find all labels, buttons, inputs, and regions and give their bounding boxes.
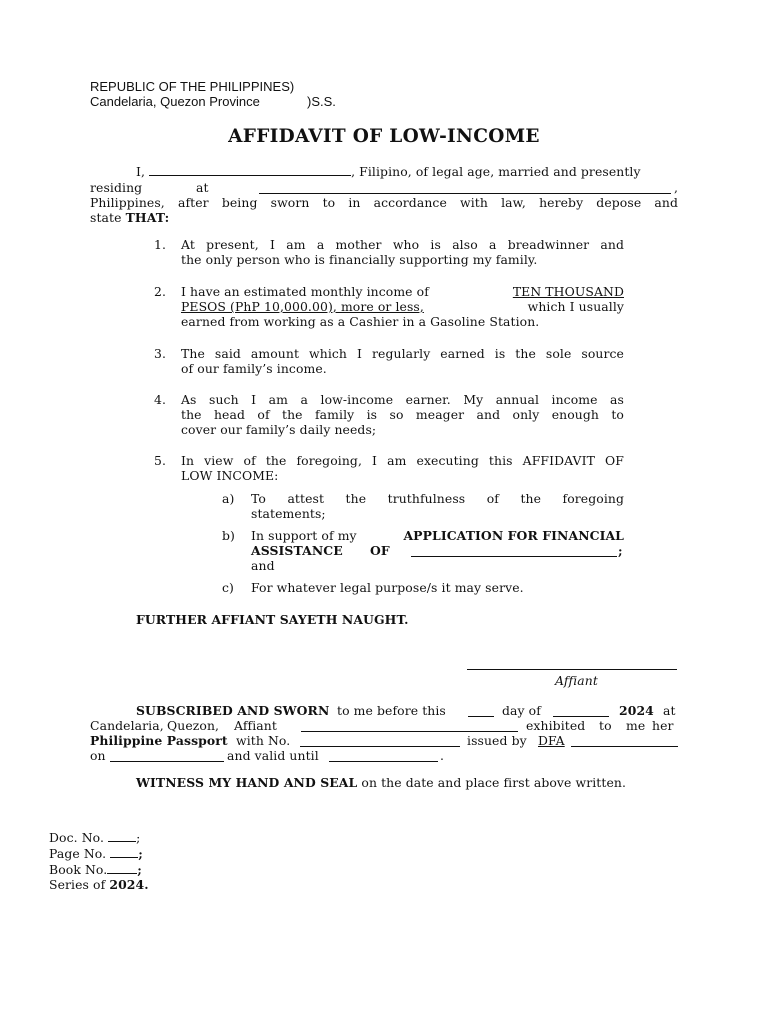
month-blank[interactable] — [553, 705, 609, 717]
affiant-name-blank[interactable] — [149, 164, 351, 176]
affiant-label: Affiant — [555, 673, 598, 688]
header-republic: REPUBLIC OF THE PHILIPPINES) — [90, 79, 295, 94]
affiant-signature-line[interactable] — [467, 669, 677, 670]
header-venue: Candelaria, Quezon Province — [90, 94, 260, 109]
affidavit-page: REPUBLIC OF THE PHILIPPINES) Candelaria, Quezon Province )S.S. AFFIDAVIT OF LOW-INCOME I, , Filipino, of legal age, married and presently residing at , Philippines, after being sworn to in accordance with law, hereby depose and state THAT: 1. At present, I am a mother who is also a breadwinner and the only person who is financially supporting my family. 2. I have an estimated monthly income of TEN THOUSAND PESOS (PhP 10,000.00), more or less, which I usually earned from working as a Cashier in a Gasoline Station. 3. The said amount which I regularly earned is the sole source of our family’s income. 4. As such I am a low-income earner. My annual income as the head of the family is so meager and only enough to cover our family’s daily needs; 5. In view of the foregoing, I am executing this AFFIDAVIT OF LOW INCOME: a) To attest the truthfulness of the foregoing statements; b) In support of my APPLICATION FOR FINANCIAL ASSISTANCE OF ; and c) For whatever legal purpose/s it may serve. FURTHER AFFIANT SAYETH NAUGHT. Affiant SUBSCRIBED AND SWORN to me before this day of 2024 at Candelaria, Quezon, Affiant exhibited to me her Philippine Passport with No. issued by DFA on and valid until . WITNESS MY HAND AND SEAL on the date and place first above written. Doc. No. ; Page No. ; Book No. ; Series of 2024. — [0, 0, 768, 1024]
intro-line-4: state THAT: — [90, 210, 170, 225]
further-affiant-statement: FURTHER AFFIANT SAYETH NAUGHT. — [136, 612, 409, 627]
jurat-line-4: on and valid until . — [90, 748, 445, 763]
jurat-line-3: Philippine Passport with No. issued by DFA — [90, 733, 678, 748]
header-ss: )S.S. — [307, 94, 336, 109]
intro-line-1: I, , Filipino, of legal age, married and presently — [136, 164, 641, 179]
book-number: Book No. ; — [49, 862, 142, 877]
residence-address-blank[interactable] — [259, 182, 671, 194]
jurat-line-2: Candelaria, Quezon, Affiant exhibited to me her — [90, 718, 674, 733]
assistance-type-blank[interactable] — [411, 545, 617, 557]
passport-number-blank[interactable] — [300, 735, 460, 747]
validity-date-blank[interactable] — [329, 750, 438, 762]
day-blank[interactable] — [468, 705, 494, 717]
page-number-blank[interactable] — [110, 846, 138, 858]
intro-line-2: residing at , — [90, 180, 679, 195]
intro-line-3: Philippines, after being sworn to in accordance with law, hereby depose and — [90, 195, 678, 210]
page-number: Page No. ; — [49, 846, 143, 861]
book-number-blank[interactable] — [107, 862, 137, 874]
document-title: AFFIDAVIT OF LOW-INCOME — [228, 126, 540, 147]
doc-number-blank[interactable] — [108, 830, 136, 842]
series-year: Series of 2024. — [49, 877, 149, 892]
issue-date-blank[interactable] — [110, 750, 224, 762]
doc-number: Doc. No. ; — [49, 830, 141, 845]
jurat-line-1: SUBSCRIBED AND SWORN to me before this day of 2024 at — [136, 703, 676, 718]
issuing-place-blank[interactable] — [571, 735, 678, 747]
affiant-name-jurat-blank[interactable] — [301, 720, 518, 732]
witness-statement: WITNESS MY HAND AND SEAL on the date and place first above written. — [136, 775, 626, 790]
